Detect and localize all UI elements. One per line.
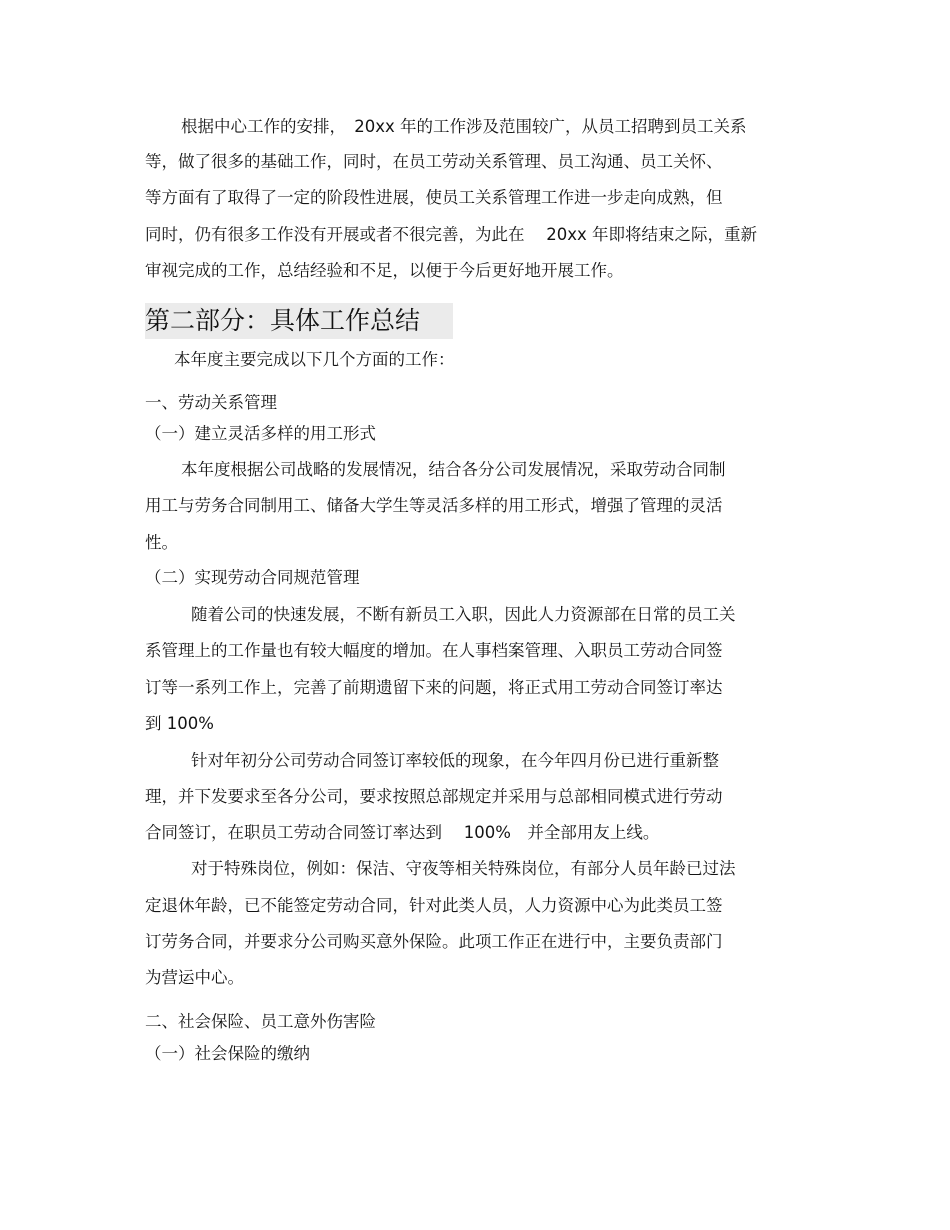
sub3-title: （一）社会保险的缴纳 [145, 1044, 310, 1063]
intro-line-1: 根据中心工作的安排， 20xx 年的工作涉及范围较广，从员工招聘到员工关系 [181, 117, 747, 136]
part-heading: 第二部分：具体工作总结 [145, 306, 421, 335]
section1-title: 一、劳动关系管理 [145, 393, 277, 412]
sub2-p3-line-1: 对于特殊岗位，例如：保洁、守夜等相关特殊岗位，有部分人员年龄已过法 [191, 859, 736, 878]
sub2-p3-line-4: 为营运中心。 [145, 968, 244, 987]
sub2-p2-line-1: 针对年初分公司劳动合同签订率较低的现象，在今年四月份已进行重新整 [191, 751, 719, 770]
sub2-title: （二）实现劳动合同规范管理 [145, 568, 360, 587]
sub2-p1-line-3: 订等一系列工作上，完善了前期遗留下来的问题，将正式用工劳动合同签订率达 [145, 678, 723, 697]
sub2-p3-line-3: 订劳务合同，并要求分公司购买意外保险。此项工作正在进行中，主要负责部门 [145, 932, 723, 951]
part-heading-box [145, 303, 453, 339]
sub2-p1-line-1: 随着公司的快速发展，不断有新员工入职，因此人力资源部在日常的员工关 [191, 605, 736, 624]
sub1-line-2: 用工与劳务合同制用工、储备大学生等灵活多样的用工形式，增强了管理的灵活 [145, 496, 723, 515]
intro-line-5: 审视完成的工作，总结经验和不足，以便于今后更好地开展工作。 [145, 261, 624, 280]
intro-line-2: 等，做了很多的基础工作，同时，在员工劳动关系管理、员工沟通、员工关怀、 [145, 152, 723, 171]
lead-text: 本年度主要完成以下几个方面的工作： [174, 350, 455, 369]
sub1-line-3: 性。 [145, 533, 178, 552]
sub2-p2-line-3: 合同签订，在职员工劳动合同签订率达到 100% 并全部用友上线。 [145, 823, 660, 842]
sub2-p1-line-4: 到 100% [145, 714, 214, 733]
intro-line-4: 同时，仍有很多工作没有开展或者不很完善，为此在 20xx 年即将结束之际，重新 [145, 225, 758, 244]
sub2-p1-line-2: 系管理上的工作量也有较大幅度的增加。在人事档案管理、入职员工劳动合同签 [145, 641, 723, 660]
section2-title: 二、社会保险、员工意外伤害险 [145, 1012, 376, 1031]
sub2-p3-line-2: 定退休年龄，已不能签定劳动合同，针对此类人员，人力资源中心为此类员工签 [145, 896, 723, 915]
sub1-line-1: 本年度根据公司战略的发展情况，结合各分公司发展情况，采取劳动合同制 [181, 460, 726, 479]
sub2-p2-line-2: 理，并下发要求至各分公司，要求按照总部规定并采用与总部相同模式进行劳动 [145, 787, 723, 806]
sub1-title: （一）建立灵活多样的用工形式 [145, 424, 376, 443]
intro-line-3: 等方面有了取得了一定的阶段性进展，使员工关系管理工作进一步走向成熟，但 [145, 188, 723, 207]
